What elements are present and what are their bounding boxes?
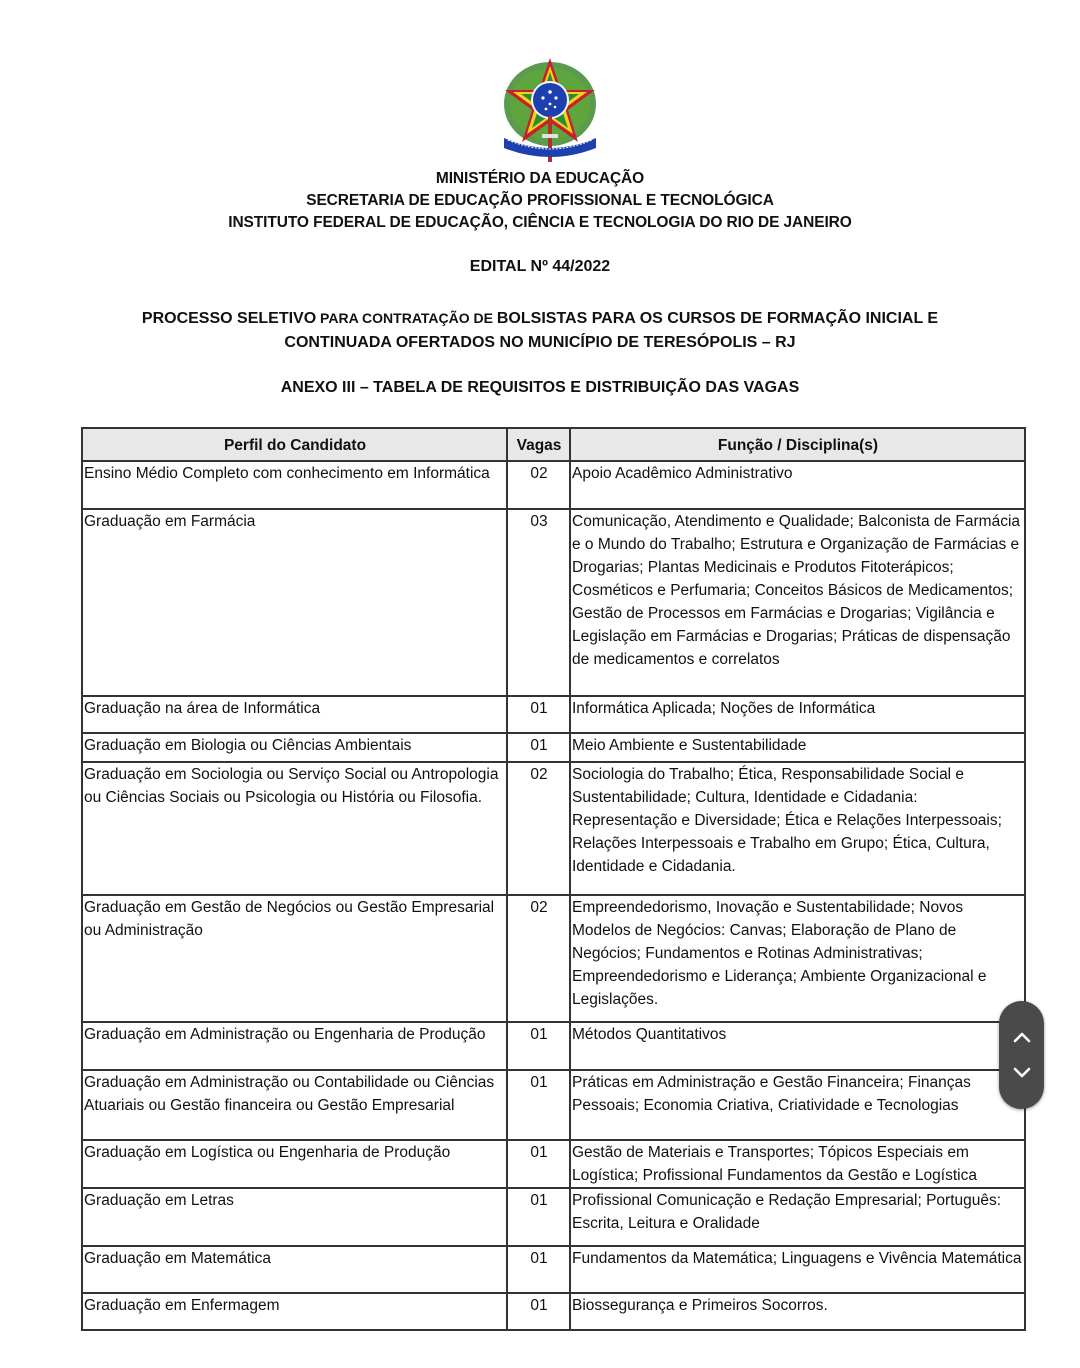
cell-vagas: 01 — [507, 1140, 570, 1188]
cell-perfil: Graduação em Administração ou Contabilidade ou Ciências Atuariais ou Gestão financeira ou Gestão Empresarial — [82, 1070, 507, 1140]
cell-perfil: Graduação em Matemática — [82, 1246, 507, 1293]
table-row — [82, 1070, 1025, 1140]
cell-vagas: 02 — [507, 895, 570, 1022]
cell-perfil: Ensino Médio Completo com conhecimento em Informática — [82, 461, 507, 509]
cell-funcao: Métodos Quantitativos — [570, 1022, 1025, 1070]
cell-vagas: 01 — [507, 696, 570, 733]
requirements-table — [81, 427, 1026, 1331]
cell-perfil: Graduação em Logística ou Engenharia de Produção — [82, 1140, 507, 1188]
table-header-row — [82, 428, 1025, 461]
table-row — [82, 1022, 1025, 1070]
table-row — [82, 762, 1025, 895]
cell-funcao: Biossegurança e Primeiros Socorros. — [570, 1293, 1025, 1330]
table-row — [82, 895, 1025, 1022]
cell-funcao: Meio Ambiente e Sustentabilidade — [570, 733, 1025, 762]
institute-title: INSTITUTO FEDERAL DE EDUCAÇÃO, CIÊNCIA E TECNOLOGIA DO RIO DE JANEIRO — [228, 214, 852, 231]
cell-funcao: Gestão de Materiais e Transportes; Tópicos Especiais em Logística; Profissional Fundamentos da Gestão e Logística — [570, 1140, 1025, 1188]
edital-number: EDITAL Nº 44/2022 — [469, 258, 611, 275]
cell-perfil: Graduação em Administração ou Engenharia de Produção — [82, 1022, 507, 1070]
annex-title: ANEXO III – TABELA DE REQUISITOS E DISTRIBUIÇÃO DAS VAGAS — [280, 379, 800, 396]
page-scroll-control — [999, 1001, 1044, 1109]
cell-perfil: Graduação em Letras — [82, 1188, 507, 1246]
cell-funcao: Informática Aplicada; Noções de Informática — [570, 696, 1025, 733]
cell-vagas: 02 — [507, 461, 570, 509]
chevron-down-icon — [1013, 1067, 1031, 1079]
cell-funcao: Comunicação, Atendimento e Qualidade; Balconista de Farmácia e o Mundo do Trabalho; Estrutura e Organização de Farmácias e Drogarias; Plantas Medicinais e Produtos Fitoterápicos; Cosméticos e Perfumaria; Conceitos Básicos de Medicamentos; Gestão de Processos em Farmácias e Drogarias; Vigilância e Legislação em Farmácias e Drogarias; Práticas de dispensação de medicamentos e correlatos — [570, 509, 1025, 696]
cell-vagas: 01 — [507, 1246, 570, 1293]
cell-perfil: Graduação em Gestão de Negócios ou Gestão Empresarial ou Administração — [82, 895, 507, 1022]
cell-vagas: 03 — [507, 509, 570, 696]
table-row — [82, 1188, 1025, 1246]
table-row — [82, 1293, 1025, 1330]
process-title — [0, 306, 1080, 355]
process-title-line2: CONTINUADA OFERTADOS NO MUNICÍPIO DE TERESÓPOLIS – RJ — [284, 334, 796, 351]
cell-perfil: Graduação em Sociologia ou Serviço Social ou Antropologia ou Ciências Sociais ou Psicologia ou História ou Filosofia. — [82, 762, 507, 895]
chevron-up-icon — [1013, 1031, 1031, 1043]
table-row — [82, 509, 1025, 696]
cell-vagas: 01 — [507, 733, 570, 762]
cell-perfil: Graduação em Enfermagem — [82, 1293, 507, 1330]
cell-funcao: Empreendedorismo, Inovação e Sustentabilidade; Novos Modelos de Negócios: Canvas; Elaboração de Plano de Negócios; Fundamentos e Rotinas Administrativas; Empreendedorismo e Liderança; Ambiente Organizacional e Legislações. — [570, 895, 1025, 1022]
cell-vagas: 01 — [507, 1188, 570, 1246]
cell-vagas: 01 — [507, 1022, 570, 1070]
ministry-title: MINISTÉRIO DA EDUCAÇÃO — [435, 170, 645, 187]
cell-funcao: Profissional Comunicação e Redação Empresarial; Português: Escrita, Leitura e Oralidade — [570, 1188, 1025, 1246]
column-header-vagas: Vagas — [507, 428, 570, 461]
scroll-up-button[interactable] — [999, 1017, 1044, 1057]
secretariat-title: SECRETARIA DE EDUCAÇÃO PROFISSIONAL E TECNOLÓGICA — [306, 192, 774, 209]
column-header-funcao: Função / Disciplina(s) — [570, 428, 1025, 461]
cell-funcao: Sociologia do Trabalho; Ética, Responsabilidade Social e Sustentabilidade; Cultura, Identidade e Cidadania: Representação e Diversidade; Ética e Relações Interpessoais; Relações Interpessoais e Trabalho em Grupo; Ética, Cultura, Identidade e Cidadania. — [570, 762, 1025, 895]
table-row — [82, 696, 1025, 733]
column-header-perfil: Perfil do Candidato — [82, 428, 507, 461]
brazil-coat-of-arms-emblem — [498, 54, 602, 166]
cell-funcao: Apoio Acadêmico Administrativo — [570, 461, 1025, 509]
cell-perfil: Graduação em Biologia ou Ciências Ambientais — [82, 733, 507, 762]
scroll-down-button[interactable] — [999, 1053, 1044, 1093]
cell-vagas: 02 — [507, 762, 570, 895]
cell-funcao: Fundamentos da Matemática; Linguagens e Vivência Matemática — [570, 1246, 1025, 1293]
process-title-part2: PARA CONTRATAÇÃO DE — [316, 310, 497, 326]
table-row — [82, 461, 1025, 509]
process-title-part3: BOLSISTAS PARA OS CURSOS DE FORMAÇÃO INICIAL E — [496, 310, 939, 327]
table-row — [82, 1246, 1025, 1293]
table-row — [82, 1140, 1025, 1188]
cell-vagas: 01 — [507, 1293, 570, 1330]
process-title-part1: PROCESSO SELETIVO — [141, 310, 317, 327]
table-row — [82, 733, 1025, 762]
cell-funcao: Práticas em Administração e Gestão Financeira; Finanças Pessoais; Economia Criativa, Criatividade e Tecnologias — [570, 1070, 1025, 1140]
cell-perfil: Graduação em Farmácia — [82, 509, 507, 696]
cell-perfil: Graduação na área de Informática — [82, 696, 507, 733]
cell-vagas: 01 — [507, 1070, 570, 1140]
